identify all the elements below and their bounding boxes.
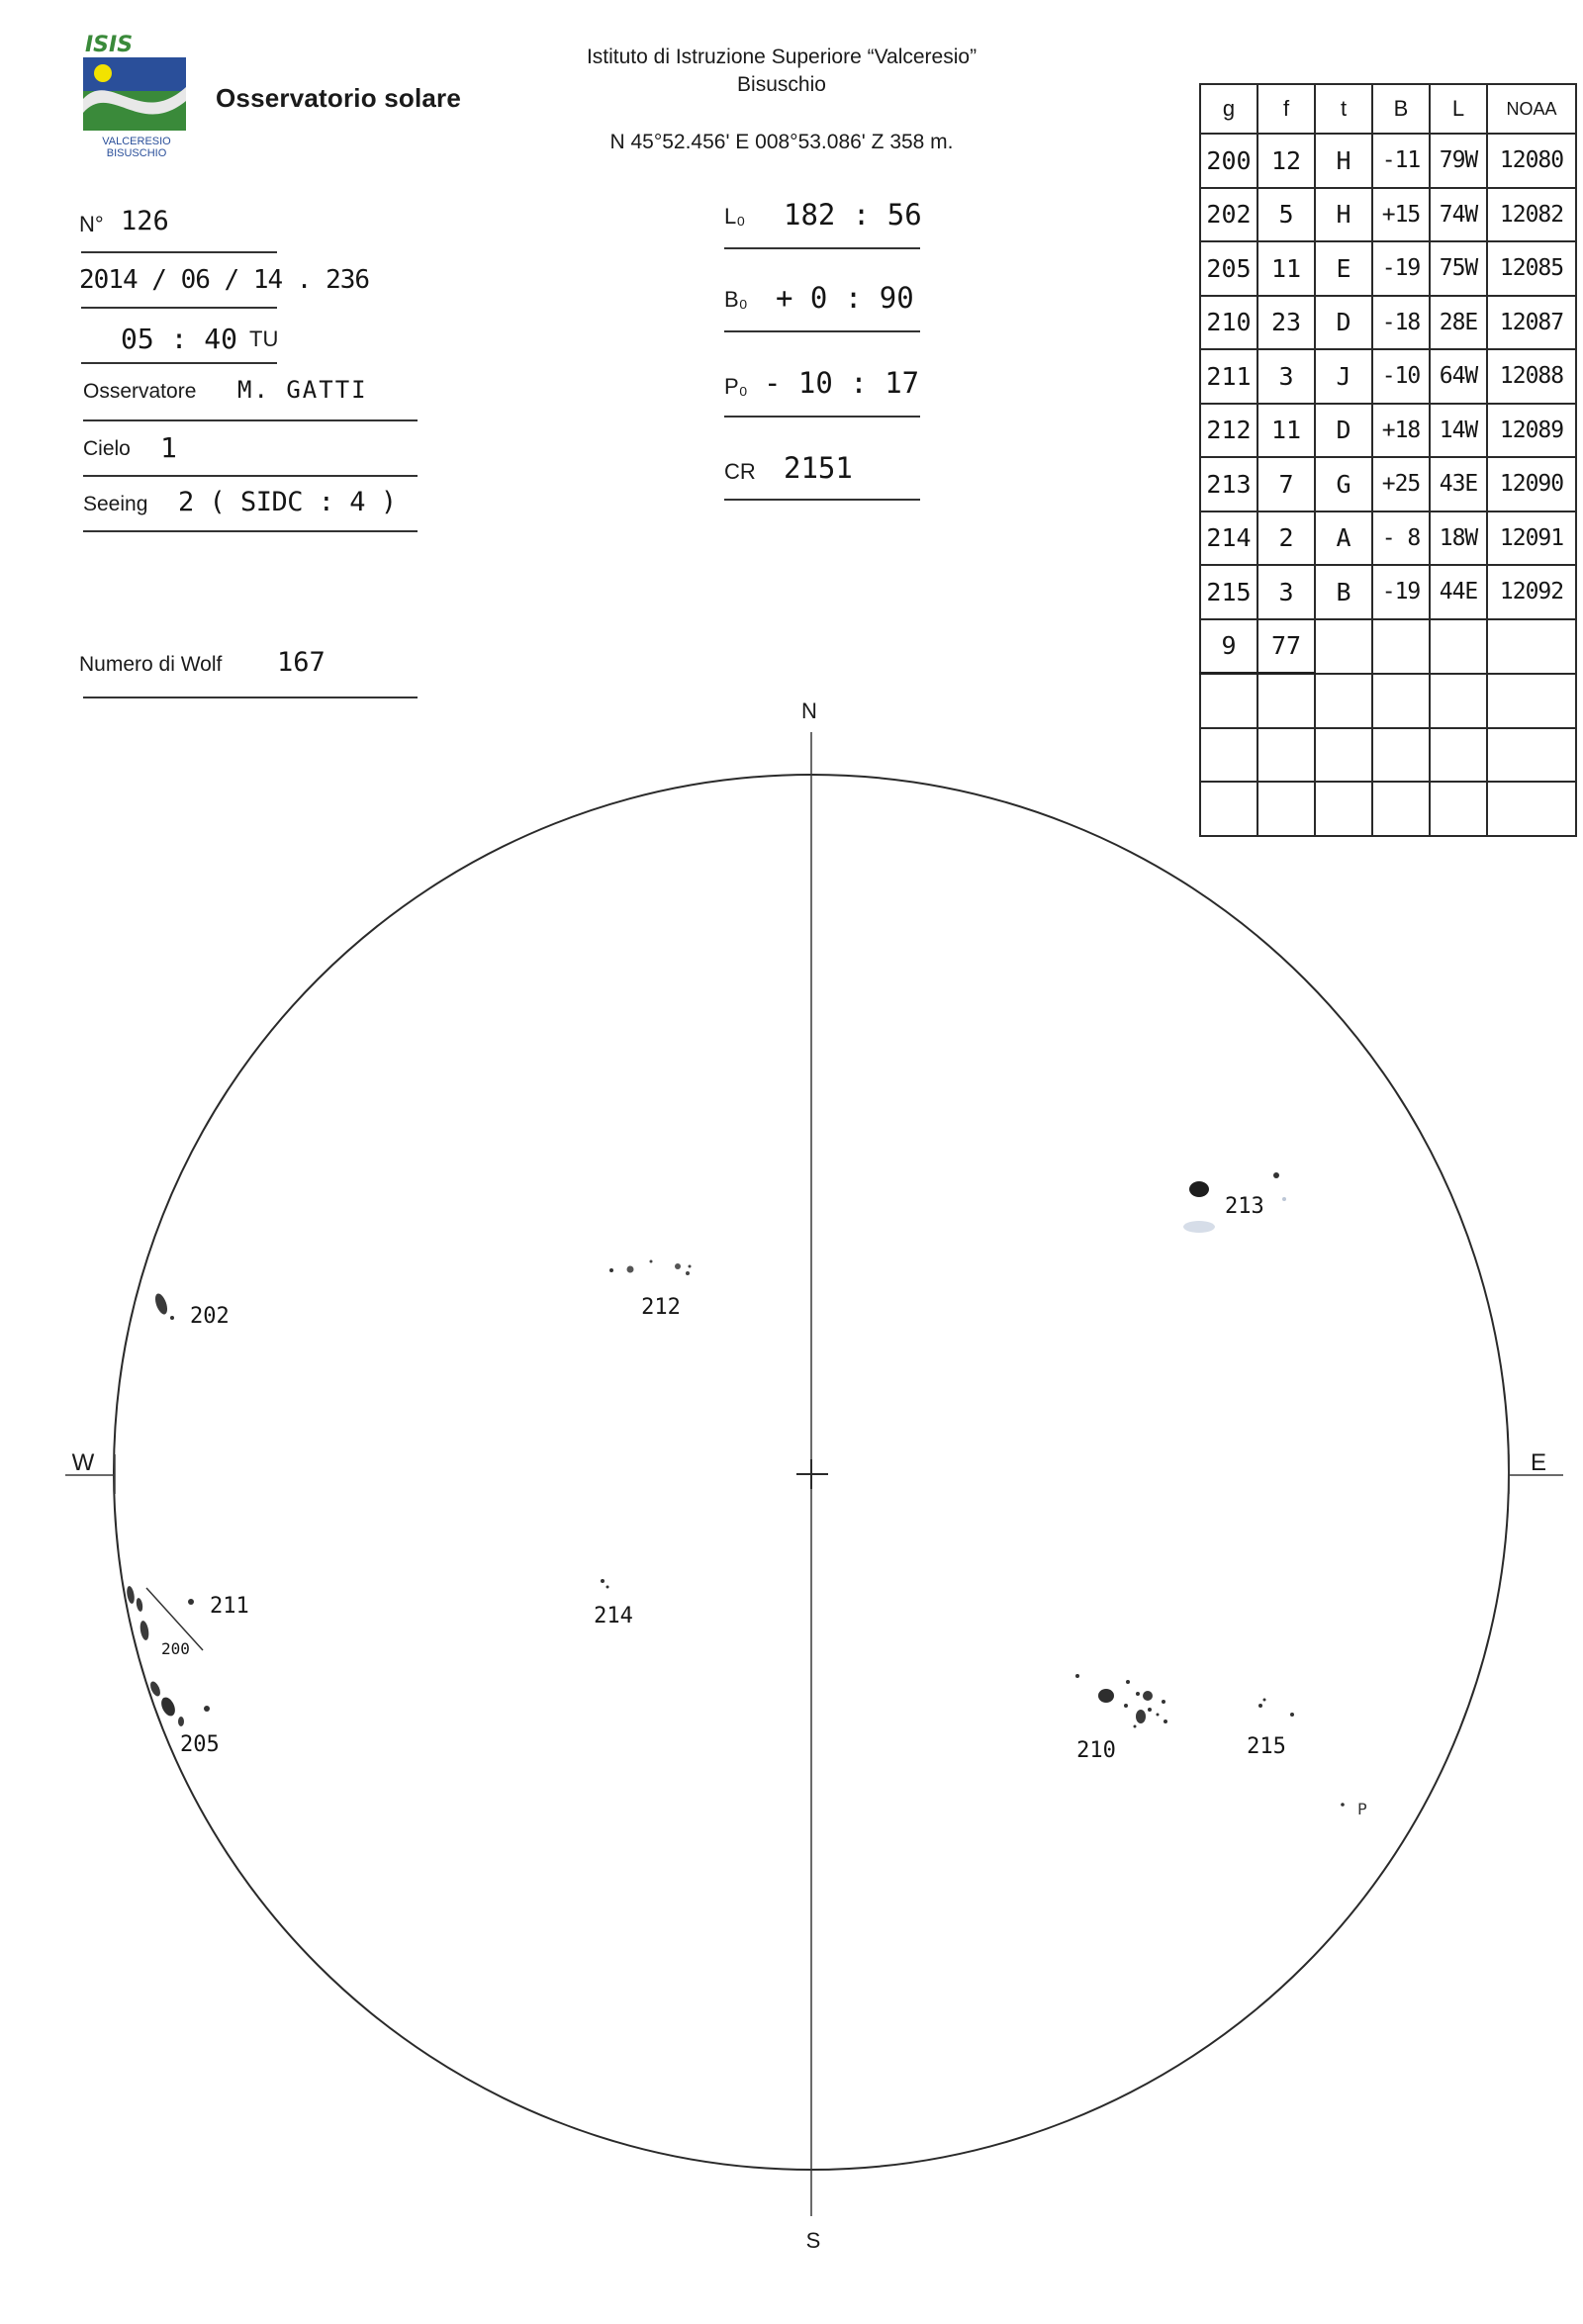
number-value: 126 [121,206,169,236]
cell-f: 11 [1257,241,1315,296]
cell-t: J [1315,349,1372,404]
cell-f: 5 [1257,188,1315,242]
cell-noaa: 12090 [1487,457,1576,511]
group-label-215: 215 [1247,1734,1286,1759]
cell-l: 74W [1430,188,1487,242]
cell-b: -11 [1372,134,1430,188]
cell-t: B [1315,565,1372,619]
sunspot-group-212 [609,1260,692,1321]
cell-t: H [1315,188,1372,242]
cell-g: 200 [1200,134,1257,188]
cell-noaa: 12092 [1487,565,1576,619]
cell-l: 75W [1430,241,1487,296]
cell-noaa: 12089 [1487,404,1576,458]
header-t: t [1315,84,1372,134]
wolf-number-value: 167 [277,647,326,678]
sky-value: 1 [160,431,177,464]
cell-t: E [1315,241,1372,296]
cell-g: 210 [1200,296,1257,350]
group-label-211: 211 [210,1594,249,1619]
cell-b: -18 [1372,296,1430,350]
cell-g: 214 [1200,511,1257,566]
west-label: W [71,1449,95,1476]
cell-f: 3 [1257,565,1315,619]
institute-town: Bisuschio [737,73,826,96]
p0-value: - 10 : 17 [764,366,920,400]
cell-g: 9 [1200,619,1257,674]
cell-g: 205 [1200,241,1257,296]
cell-t: D [1315,296,1372,350]
cell-g: 213 [1200,457,1257,511]
cell-t: A [1315,511,1372,566]
south-label: S [805,2228,821,2253]
time-unit: TU [249,326,279,351]
cell-f: 12 [1257,134,1315,188]
cell-l: 14W [1430,404,1487,458]
north-label: N [801,698,817,723]
cell-f: 7 [1257,457,1315,511]
sunspot-group-213 [1183,1172,1286,1233]
cell-f: 23 [1257,296,1315,350]
cr-label: CR [724,459,756,484]
header-g: g [1200,84,1257,134]
cell-b: -19 [1372,565,1430,619]
pole-dot [1341,1803,1345,1807]
date-value: 2014 / 06 / 14 . 236 [79,265,370,295]
cell-f: 77 [1257,619,1315,674]
group-label-212: 212 [641,1295,681,1320]
cell-l: 43E [1430,457,1487,511]
sunspot-group-202 [153,1292,230,1329]
cell-l: 18W [1430,511,1487,566]
header-l: L [1430,84,1487,134]
cell-noaa: 12088 [1487,349,1576,404]
seeing-value: 2 ( SIDC : 4 ) [178,487,397,517]
sunspot-group-214 [594,1579,633,1628]
cell-t: G [1315,457,1372,511]
cell-noaa: 12085 [1487,241,1576,296]
cell-f: 11 [1257,404,1315,458]
sunspot-group-215 [1247,1699,1294,1760]
cell-g: 215 [1200,565,1257,619]
cell-l: 79W [1430,134,1487,188]
wolf-number-label: Numero di Wolf [79,653,223,676]
header-f: f [1257,84,1315,134]
cell-t: D [1315,404,1372,458]
cell-noaa: 12080 [1487,134,1576,188]
group-label-210: 210 [1076,1738,1116,1763]
sky-label: Cielo [83,437,131,460]
seeing-label: Seeing [83,493,148,515]
observatory-coordinates: N 45°52.456' E 008°53.086' Z 358 m. [609,131,954,153]
header-b: B [1372,84,1430,134]
observer-label: Osservatore [83,380,197,403]
group-label-213: 213 [1225,1194,1264,1219]
l0-label: L₀ [724,204,746,229]
institute-name: Istituto di Istruzione Superiore “Valceresio” [586,46,978,68]
group-label-202: 202 [190,1304,230,1329]
p0-label: P₀ [724,374,748,399]
group-label-214: 214 [594,1604,633,1628]
pole-mark: P [1357,1800,1367,1818]
cr-value: 2151 [784,451,853,485]
cell-l: 28E [1430,296,1487,350]
cell-g: 202 [1200,188,1257,242]
cell-b: - 8 [1372,511,1430,566]
group-label-205: 205 [180,1732,220,1757]
logo-valceresio-text: VALCERESIO [102,136,171,147]
l0-value: 182 : 56 [784,198,922,232]
number-label: N° [79,212,104,236]
cell-f: 2 [1257,511,1315,566]
cell-b: -10 [1372,349,1430,404]
sunspot-group-210 [1075,1674,1167,1763]
header-noaa: NOAA [1487,84,1576,134]
group-label-200: 200 [161,1639,190,1658]
observatory-title: Osservatorio solare [216,83,462,113]
b0-label: B₀ [724,287,748,312]
cell-g: 211 [1200,349,1257,404]
cell-b: +25 [1372,457,1430,511]
cell-t: H [1315,134,1372,188]
cell-l: 64W [1430,349,1487,404]
cell-b: +18 [1372,404,1430,458]
cell-l: 44E [1430,565,1487,619]
cell-f: 3 [1257,349,1315,404]
time-value: 05 : 40 [121,323,238,355]
east-label: E [1530,1449,1547,1476]
b0-value: + 0 : 90 [776,281,914,315]
cell-noaa: 12082 [1487,188,1576,242]
observer-value: M. GATTI [237,376,368,404]
cell-b: -19 [1372,241,1430,296]
cell-b: +15 [1372,188,1430,242]
logo-isis-text: ISIS [85,33,134,57]
cell-noaa: 12091 [1487,511,1576,566]
logo-bisuschio-text: BISUSCHIO [106,147,167,159]
cell-g: 212 [1200,404,1257,458]
cell-noaa: 12087 [1487,296,1576,350]
